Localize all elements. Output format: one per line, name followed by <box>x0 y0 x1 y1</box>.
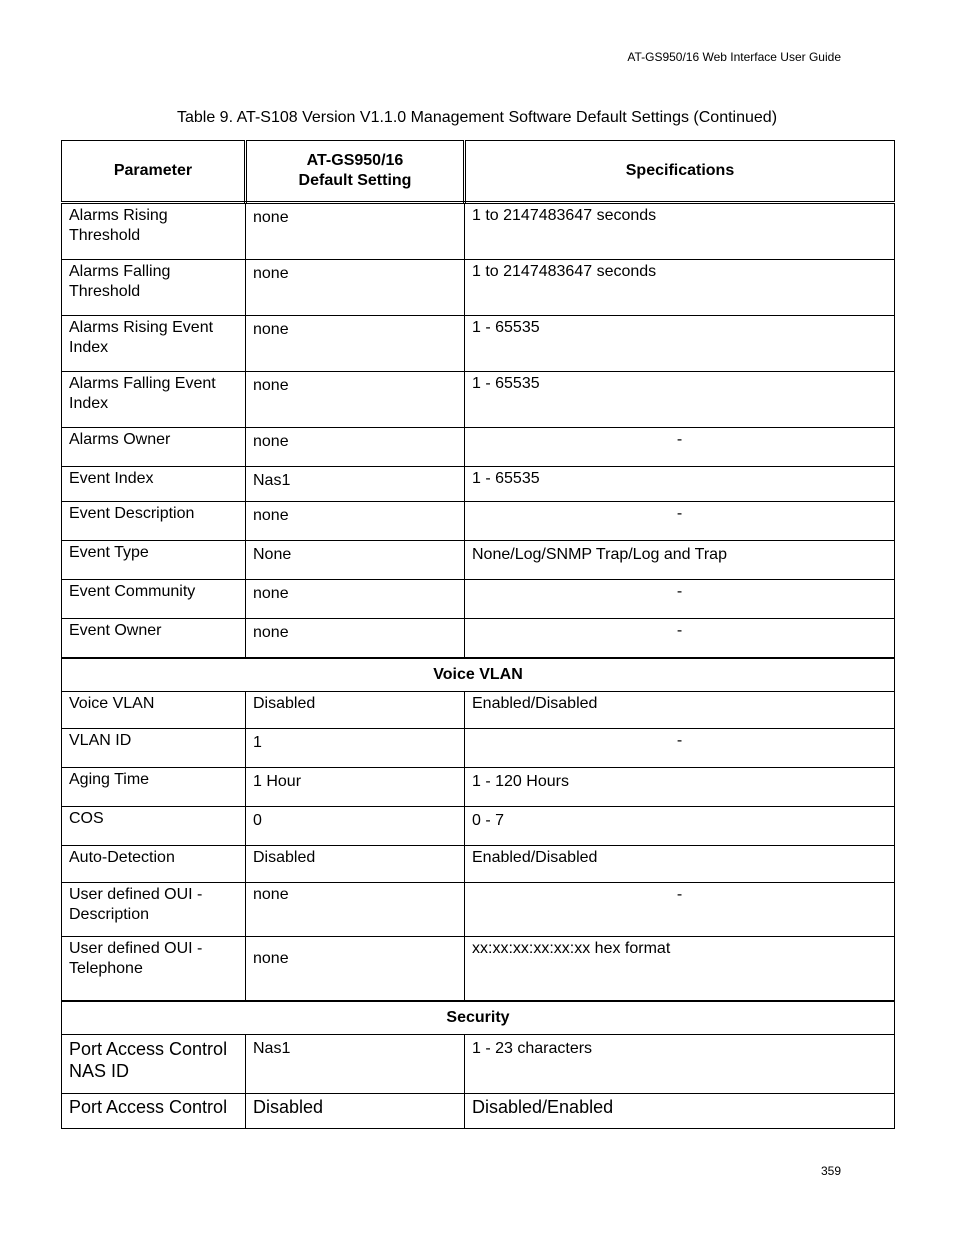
table-header-row <box>62 141 895 203</box>
cell-parameter: Alarms Falling Threshold <box>62 260 246 316</box>
table-row <box>62 316 895 372</box>
table-row <box>62 260 895 316</box>
header-parameter: Parameter <box>62 141 246 203</box>
cell-spec: xx:xx:xx:xx:xx:xx hex format <box>465 937 895 1002</box>
cell-default: none <box>246 372 465 428</box>
cell-default: Disabled <box>246 692 465 729</box>
running-header: AT-GS950/16 Web Interface User Guide <box>627 50 841 64</box>
cell-default: none <box>246 316 465 372</box>
cell-spec: 1 to 2147483647 seconds <box>465 260 895 316</box>
cell-spec: - <box>465 729 895 768</box>
cell-spec: Enabled/Disabled <box>465 846 895 883</box>
cell-spec: - <box>465 883 895 937</box>
table-row <box>62 541 895 580</box>
cell-default: none <box>246 260 465 316</box>
table-row <box>62 372 895 428</box>
table-row <box>62 937 895 1002</box>
cell-default: 1 Hour <box>246 768 465 807</box>
table-row <box>62 846 895 883</box>
cell-parameter: VLAN ID <box>62 729 246 768</box>
table-row <box>62 883 895 937</box>
cell-spec: 1 - 120 Hours <box>465 768 895 807</box>
header-default-line1: AT-GS950/16 <box>306 152 404 169</box>
cell-parameter: Voice VLAN <box>62 692 246 729</box>
table-row <box>62 807 895 846</box>
cell-parameter: Alarms Falling Event Index <box>62 372 246 428</box>
table-row <box>62 467 895 502</box>
header-specifications: Specifications <box>465 141 895 203</box>
table-row <box>62 619 895 659</box>
table-caption: Table 9. AT-S108 Version V1.1.0 Management Software Default Settings (Continued) <box>176 109 778 126</box>
cell-default: none <box>246 203 465 260</box>
section-title-security: Security <box>62 1001 895 1035</box>
cell-default: none <box>246 937 465 1002</box>
cell-default: 1 <box>246 729 465 768</box>
cell-default: Nas1 <box>246 467 465 502</box>
cell-spec: 1 - 65535 <box>465 316 895 372</box>
cell-spec: 0 - 7 <box>465 807 895 846</box>
page-number: 359 <box>820 1164 841 1178</box>
cell-spec: Disabled/Enabled <box>465 1094 895 1129</box>
cell-default: Nas1 <box>246 1035 465 1094</box>
cell-parameter: COS <box>62 807 246 846</box>
table-row <box>62 580 895 619</box>
cell-spec: 1 - 23 characters <box>465 1035 895 1094</box>
table-row <box>62 768 895 807</box>
cell-spec: 1 to 2147483647 seconds <box>465 203 895 260</box>
table-row <box>62 1035 895 1094</box>
cell-default: Disabled <box>246 846 465 883</box>
table-row <box>62 502 895 541</box>
cell-spec: - <box>465 580 895 619</box>
cell-default: none <box>246 428 465 467</box>
cell-parameter: Alarms Owner <box>62 428 246 467</box>
default-settings-table <box>61 140 895 1129</box>
cell-spec: - <box>465 502 895 541</box>
cell-spec: None/Log/SNMP Trap/Log and Trap <box>465 541 895 580</box>
cell-parameter: Port Access Control <box>62 1094 246 1129</box>
header-default-setting <box>246 141 465 203</box>
cell-spec: - <box>465 619 895 659</box>
cell-parameter: User defined OUI - Description <box>62 883 246 937</box>
table-row <box>62 428 895 467</box>
cell-parameter: Port Access Control NAS ID <box>62 1035 246 1094</box>
cell-parameter: Aging Time <box>62 768 246 807</box>
cell-default: none <box>246 502 465 541</box>
table-row <box>62 692 895 729</box>
cell-default: Disabled <box>246 1094 465 1129</box>
cell-default: none <box>246 580 465 619</box>
cell-parameter: Event Type <box>62 541 246 580</box>
cell-default: 0 <box>246 807 465 846</box>
cell-parameter: Event Community <box>62 580 246 619</box>
cell-default: none <box>246 883 465 937</box>
header-default-line2: Default Setting <box>298 172 412 189</box>
cell-spec: - <box>465 428 895 467</box>
cell-parameter: Auto-Detection <box>62 846 246 883</box>
cell-default: none <box>246 619 465 659</box>
cell-parameter: Event Owner <box>62 619 246 659</box>
table-row <box>62 729 895 768</box>
cell-parameter: User defined OUI - Telephone <box>62 937 246 1002</box>
section-title-voice-vlan: Voice VLAN <box>62 658 895 692</box>
cell-spec: Enabled/Disabled <box>465 692 895 729</box>
cell-parameter: Event Index <box>62 467 246 502</box>
section-row-voice-vlan <box>62 658 895 692</box>
cell-parameter: Alarms Rising Threshold <box>62 203 246 260</box>
cell-default: None <box>246 541 465 580</box>
cell-parameter: Event Description <box>62 502 246 541</box>
table-row <box>62 203 895 260</box>
cell-spec: 1 - 65535 <box>465 467 895 502</box>
cell-spec: 1 - 65535 <box>465 372 895 428</box>
cell-parameter: Alarms Rising Event Index <box>62 316 246 372</box>
table-row <box>62 1094 895 1129</box>
section-row-security <box>62 1001 895 1035</box>
